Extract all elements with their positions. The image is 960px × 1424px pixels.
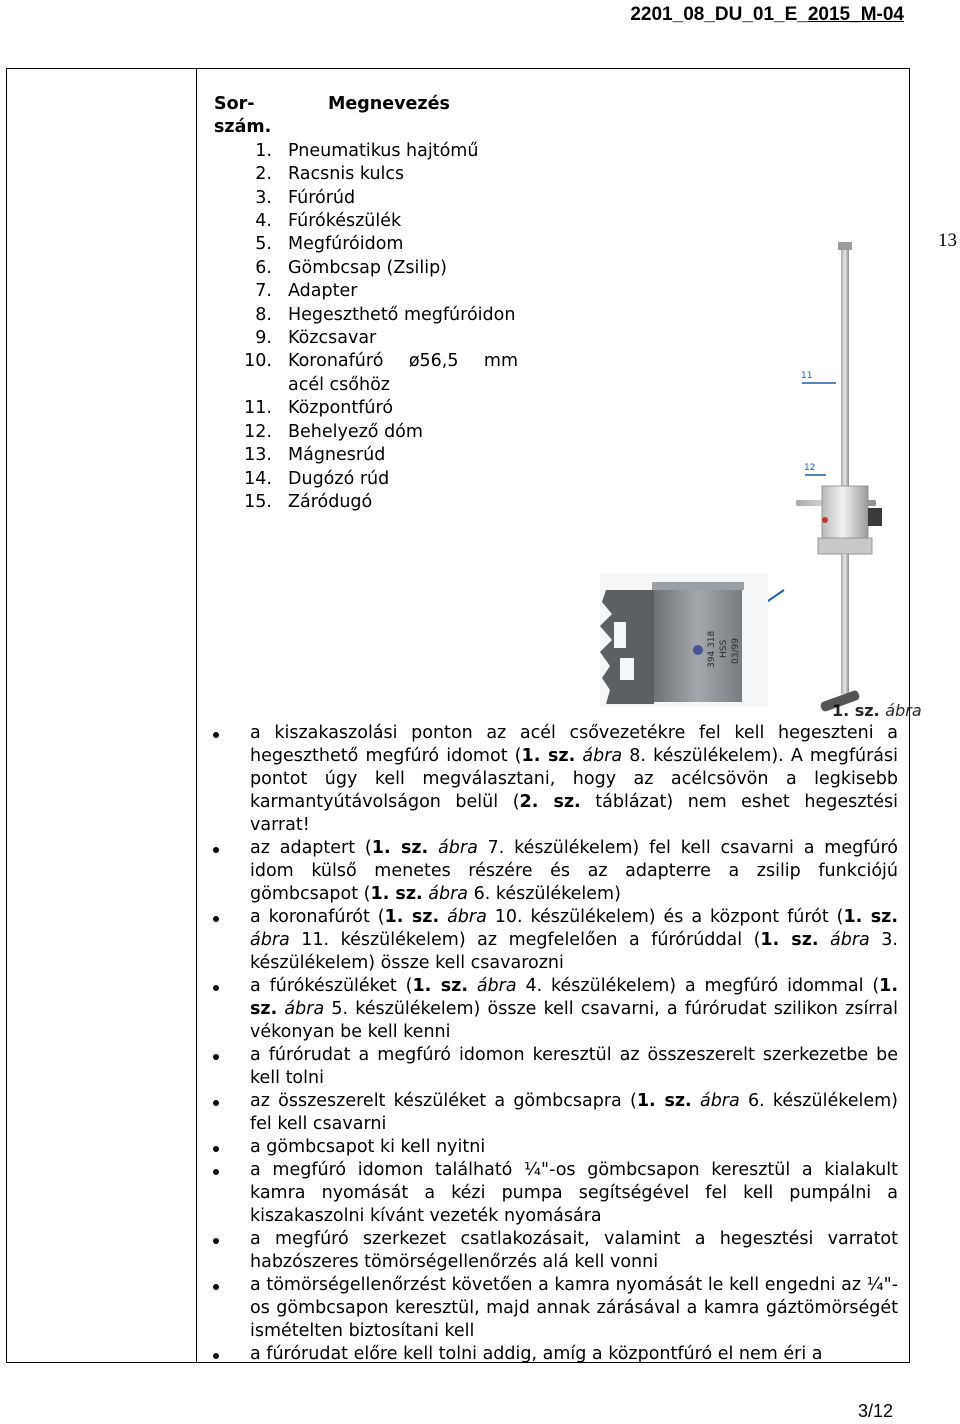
step-text-fragment: a megfúró idomon található ¼"-os gömbcsapon keresztül a kialakult kamra nyomását a kézi pumpa segítségével fel kell pumpálni a kiszakaszolni kívánt vezeték nyomására (250, 1160, 898, 1226)
parts-table-row (214, 257, 518, 280)
part-number: 15. (244, 491, 272, 512)
part-name: Pneumatikus hajtómű (288, 140, 479, 161)
part-name: Adapter (288, 281, 358, 302)
part-number: 8. (255, 304, 272, 325)
parts-table-row (214, 210, 518, 233)
step-text-fragment: ábra (250, 930, 290, 950)
procedure-steps (208, 722, 898, 1366)
step-text-fragment: a tömörségellenőrzést követően a kamra nyomását le kell engedni az ¼"-os gömbcsapon keresztül, majd annak zárásával a kamra gáztömörségét ismételten biztosítani kell (250, 1275, 898, 1341)
step-text-fragment: 4. készülékelem) a megfúró idommal ( (516, 976, 880, 996)
side-number: 13 (938, 230, 957, 251)
step-text-fragment: ábra (818, 930, 870, 950)
part-number: 4. (255, 211, 272, 232)
step-text-fragment: táblázat) nem eshet hegesztési varrat! (250, 792, 898, 835)
step-text-fragment: 10. készülékelem) és a központ fúrót ( (486, 907, 844, 927)
part-number: 12. (244, 421, 272, 442)
parts-table-row (214, 491, 518, 514)
svg-text:394 318: 394 318 (707, 630, 717, 668)
part-number: 6. (255, 257, 272, 278)
part-name: Közcsavar (288, 328, 377, 349)
side-knob (868, 508, 882, 526)
step-item (208, 1343, 898, 1366)
step-text-fragment: 1. sz. (760, 930, 819, 950)
step-text-fragment: 1. sz. (370, 884, 423, 904)
parts-table-row (214, 468, 518, 491)
part-name: Dugózó rúd (288, 468, 390, 489)
part-name: Megfúróidom (288, 234, 404, 255)
part-number: 1. (255, 140, 272, 161)
step-item (208, 1228, 898, 1274)
step-item (208, 1090, 898, 1136)
drilling-device-illustration (596, 238, 912, 724)
parts-table-row (214, 163, 518, 186)
document-code: 2201_08_DU_01_E_2015_M-04 (630, 4, 904, 25)
step-text-fragment: 3. készülékelem) össze kell csavarozni (250, 930, 898, 973)
rod-cap (838, 242, 852, 250)
figure-caption: 1. sz. ábra (832, 701, 922, 720)
part-name: Gömbcsap (Zsilip) (288, 257, 448, 278)
part-name: Mágnesrúd (288, 445, 386, 466)
step-text-fragment: 11. készülékelem) az megfelelően a fúrórúddal ( (289, 930, 761, 950)
parts-table-row (214, 187, 518, 210)
part-number: 14. (244, 468, 272, 489)
frame-left-line (6, 68, 7, 1363)
step-text-fragment: 5. készülékelem) össze kell csavarni, a fúrórudat szilikon zsírral vékonyan be kell kenni (250, 999, 898, 1042)
step-item (208, 975, 898, 1044)
part-name: Behelyező dóm (288, 421, 423, 442)
header-name: Megnevezés (328, 94, 450, 114)
parts-table-row (214, 304, 518, 327)
parts-table-header (214, 93, 518, 140)
step-text-fragment: a fúrókészüléket ( (250, 976, 413, 996)
parts-table-row (214, 397, 518, 420)
part-number: 10. (244, 351, 272, 372)
parts-table (214, 93, 518, 514)
step-text-fragment: 6. készülékelem) fel kell csavarni (250, 1091, 898, 1134)
equipment-figure (596, 238, 912, 724)
step-item (208, 837, 898, 906)
step-item (208, 1274, 898, 1343)
step-text-fragment: ábra (467, 976, 517, 996)
step-text-fragment: ábra (575, 746, 623, 766)
part-name: Hegeszthető megfúróidon (288, 304, 516, 325)
step-text-fragment: 8. készülékelem). A megfúrási pontot úgy kell megválasztani, hogy az acélcsövön a legkisebb karmantyútávolságon belül ( (250, 746, 898, 812)
step-item (208, 1159, 898, 1228)
part-number: 11. (244, 398, 272, 419)
callout-12: 12 (804, 463, 816, 473)
step-text-fragment: 2. sz. (519, 792, 581, 812)
step-text-fragment: ábra (439, 907, 487, 927)
step-item (208, 1136, 898, 1159)
parts-table-row (214, 350, 518, 397)
step-text-fragment: 1. sz. (636, 1091, 692, 1111)
callout-11: 11 (801, 371, 813, 381)
step-text-fragment: 1. sz. (371, 838, 429, 858)
step-text-fragment: a koronafúrót ( (250, 907, 385, 927)
parts-table-row (214, 140, 518, 163)
part-number: 5. (255, 234, 272, 255)
step-item (208, 1044, 898, 1090)
step-text-fragment: az összeszerelt készüléket a gömbcsapra ( (250, 1091, 637, 1111)
parts-table-row (214, 327, 518, 350)
step-text-fragment: ábra (691, 1091, 740, 1111)
step-item (208, 906, 898, 975)
step-text-fragment: 1. sz. (521, 746, 576, 766)
lower-rod (841, 554, 849, 694)
step-text-fragment: 1. sz. (843, 907, 899, 927)
frame-top-line (6, 68, 910, 69)
step-text-fragment: 7. készülékelem) fel kell csavarni a megfúró idom külső menetes részére és az adapterre a zsilip funkciójú gömbcsapot ( (250, 838, 898, 904)
step-text-fragment: 1. sz. (412, 976, 468, 996)
parts-table-row (214, 444, 518, 467)
header-serial: Sor-szám. (214, 94, 272, 138)
parts-table-row (214, 421, 518, 444)
parts-table-row (214, 233, 518, 256)
step-text-fragment: az adaptert ( (250, 838, 372, 858)
parts-table-row (214, 280, 518, 303)
step-text-fragment: ábra (422, 884, 469, 904)
part-number: 9. (255, 328, 272, 349)
part-name: Központfúró (288, 398, 394, 419)
page-number: 3/12 (858, 1401, 894, 1421)
part-name: Koronafúró ø56,5 mm acél csőhöz (288, 351, 518, 395)
step-text-fragment: a kiszakaszolási ponton az acél csővezetékre fel kell hegeszteni a hegeszthető megfúró idomot ( (250, 723, 898, 766)
step-text-fragment: 6. készülékelem) (468, 884, 621, 904)
svg-text:HSS: HSS (719, 639, 729, 658)
part-number: 13. (244, 445, 272, 466)
part-number: 7. (255, 281, 272, 302)
step-text-fragment: a fúrórudat a megfúró idomon keresztül az összeszerelt szerkezetbe be kell tolni (250, 1045, 898, 1088)
step-text-fragment: a gömbcsapot ki kell nyitni (250, 1137, 486, 1157)
hole-saw-cutter (600, 574, 768, 706)
part-name: Fúrókészülék (288, 211, 402, 232)
step-text-fragment: ábra (428, 838, 478, 858)
part-name: Fúrórúd (288, 187, 356, 208)
step-item (208, 722, 898, 837)
step-text-fragment: a megfúró szerkezet csatlakozásait, valamint a hegesztési varratot habzószeres tömörségellenőrzés alá kell vonni (250, 1229, 898, 1272)
step-text-fragment: ábra (277, 999, 325, 1019)
step-text-fragment: 1. sz. (250, 976, 898, 1019)
part-number: 3. (255, 187, 272, 208)
frame-inner-line (196, 68, 197, 1363)
part-name: Racsnis kulcs (288, 164, 405, 185)
part-number: 2. (255, 164, 272, 185)
svg-text:03/99: 03/99 (731, 638, 741, 664)
step-text-fragment: a fúrórudat előre kell tolni addig, amíg a központfúró el nem éri a (250, 1344, 823, 1364)
step-text-fragment: 1. sz. (384, 907, 440, 927)
part-name: Záródugó (288, 491, 373, 512)
housing-collar (818, 538, 872, 554)
red-indicator (822, 517, 828, 523)
